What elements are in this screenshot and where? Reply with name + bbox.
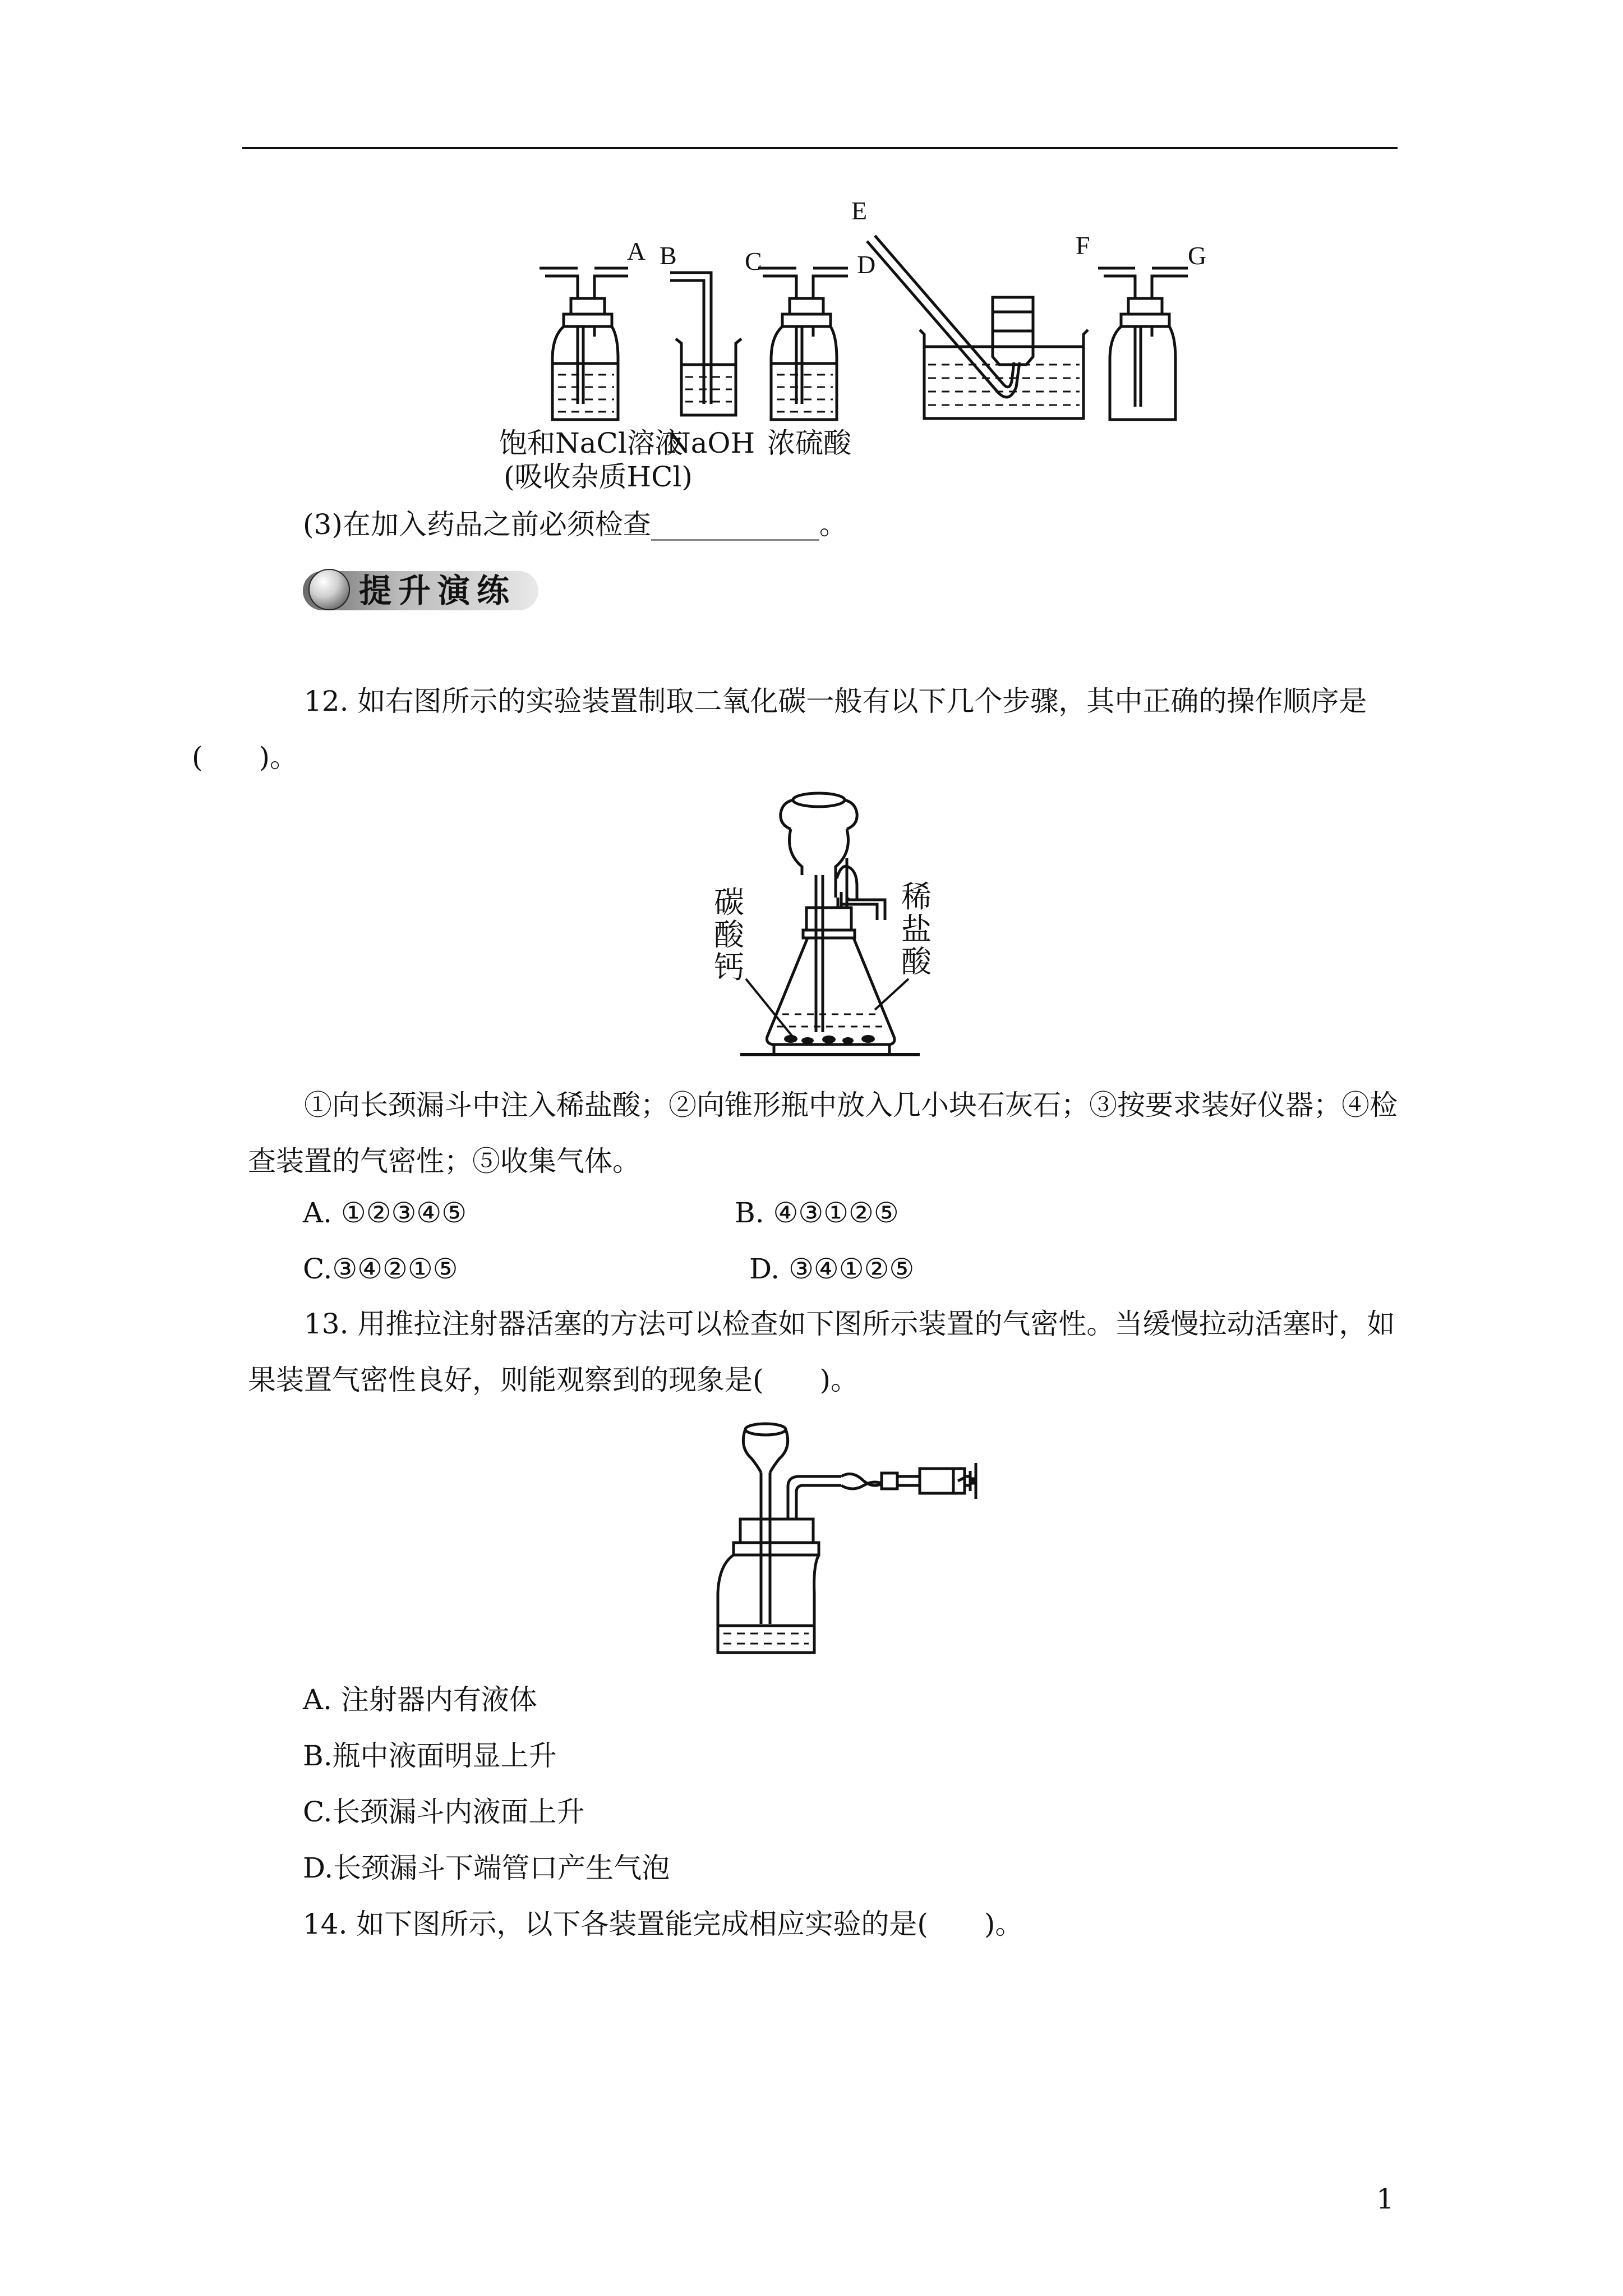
caption-naoh: NaOH <box>666 427 755 459</box>
q13-option-d: D.长颈漏斗下端管口产生气泡 <box>303 1852 670 1884</box>
q12-option-d: D. ③④①②⑤ <box>749 1253 915 1285</box>
label-d: D <box>857 250 876 279</box>
label-b: B <box>660 241 677 270</box>
caption-nacl-note: (吸收杂质HCl) <box>504 461 693 493</box>
caption-h2so4: 浓硫酸 <box>767 427 851 459</box>
label-e: E <box>851 196 868 225</box>
q13-option-b: B.瓶中液面明显上升 <box>303 1740 557 1772</box>
caption-nacl: 饱和NaCl溶液 <box>499 427 683 459</box>
question-11-part3: (3)在加入药品之前必须检查____________。 <box>303 508 847 541</box>
section-title: 提升演练 <box>359 572 517 610</box>
q12-option-c: C.③④②①⑤ <box>303 1253 458 1285</box>
label-calcium-carbonate: 碳酸钙 <box>714 885 744 985</box>
question-14-stem: 14. 如下图所示，以下各装置能完成相应实验的是( )。 <box>303 1908 1023 1940</box>
label-c: C <box>745 247 762 275</box>
question-12-stem-line2: ( )。 <box>192 741 298 774</box>
question-12-stem-line1: 12. 如右图所示的实验装置制取二氧化碳一般有以下几个步骤，其中正确的操作顺序是 <box>304 685 1367 717</box>
q13-option-c: C.长颈漏斗内液面上升 <box>303 1796 585 1828</box>
q12-option-a: A. ①②③④⑤ <box>303 1197 467 1229</box>
label-g: G <box>1188 241 1207 270</box>
page-number: 1 <box>1376 2183 1394 2215</box>
q12-option-b: B. ④③①②⑤ <box>735 1197 899 1229</box>
label-dilute-hcl: 稀盐酸 <box>901 879 932 979</box>
label-a: A <box>627 237 646 265</box>
label-f: F <box>1076 231 1090 260</box>
q13-option-a: A. 注射器内有液体 <box>303 1683 537 1716</box>
question-13-stem: 13. 用推拉注射器活塞的方法可以检查如下图所示装置的气密性。当缓慢拉动活塞时，如果装置气密性良好，则能观察到的现象是( )。 <box>248 1308 1395 1396</box>
question-12-steps: ①向长颈漏斗中注入稀盐酸；②向锥形瓶中放入几小块石灰石；③按要求装好仪器；④检查装置的气密性；⑤收集气体。 <box>248 1089 1398 1177</box>
